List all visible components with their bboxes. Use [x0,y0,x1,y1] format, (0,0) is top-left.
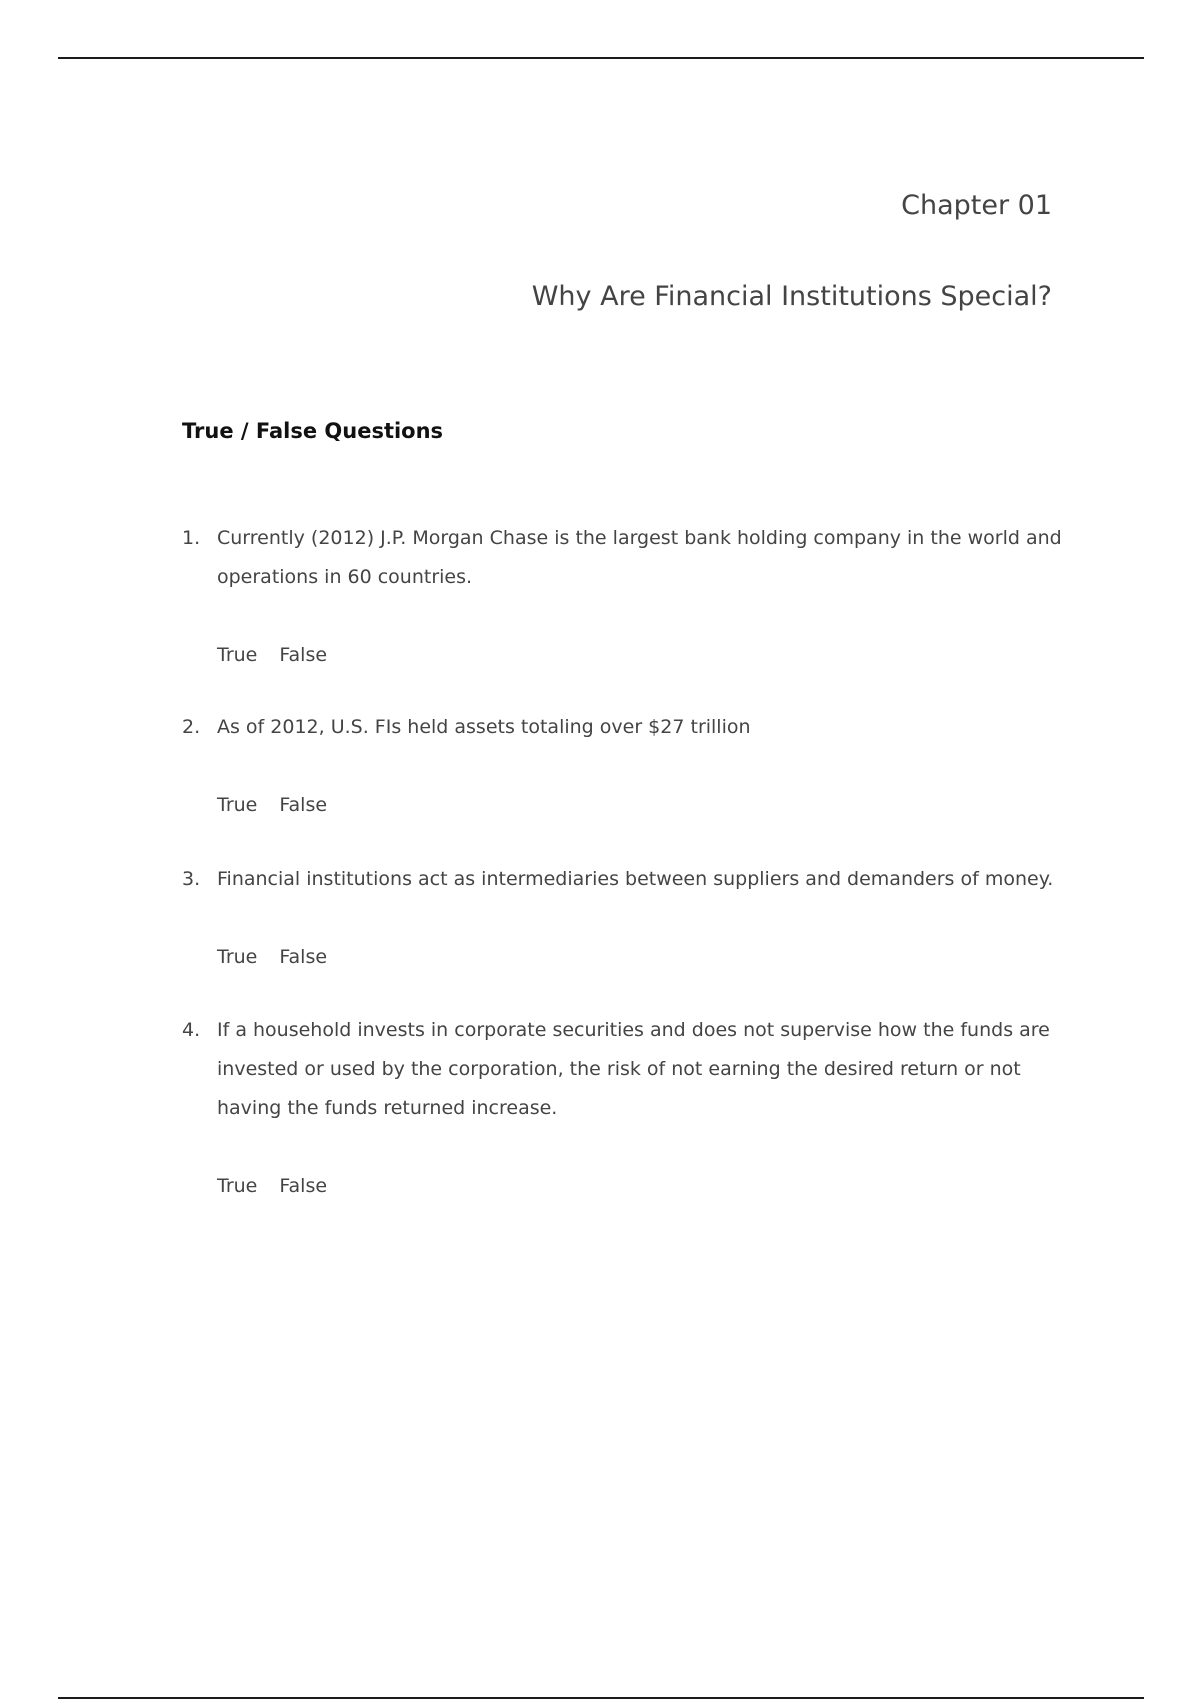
question-2 [182,708,1062,825]
question-number: 2. [182,716,201,738]
question-number: 1. [182,527,201,549]
answer-options [182,938,1062,977]
section-heading: True / False Questions [182,419,444,443]
answer-options [182,786,1062,825]
option-true[interactable]: True [217,644,258,666]
bottom-rule [58,1697,1144,1699]
question-text: Currently (2012) J.P. Morgan Chase is the largest bank holding company in the world and operations in 60 countries. [217,527,1062,588]
chapter-label: Chapter 01 [901,190,1052,221]
question-3 [182,860,1062,977]
page-title: Why Are Financial Institutions Special? [531,281,1052,312]
question-text: Financial institutions act as intermediaries between suppliers and demanders of money. [217,868,1054,890]
question-body [182,860,1062,899]
question-body [182,519,1062,597]
question-1 [182,519,1062,675]
answer-options [182,636,1062,675]
answer-options [182,1167,1062,1206]
top-rule [58,57,1144,59]
option-false[interactable]: False [279,1175,328,1197]
option-true[interactable]: True [217,946,258,968]
option-true[interactable]: True [217,1175,258,1197]
question-4 [182,1011,1062,1206]
option-false[interactable]: False [279,946,328,968]
question-text: If a household invests in corporate securities and does not supervise how the funds are invested or used by the corporation, the risk of not earning the desired return or not having the funds returned increase. [217,1019,1050,1119]
question-body [182,708,1062,747]
option-true[interactable]: True [217,794,258,816]
question-body [182,1011,1062,1128]
option-false[interactable]: False [279,644,328,666]
option-false[interactable]: False [279,794,328,816]
question-number: 3. [182,868,201,890]
question-number: 4. [182,1019,201,1041]
question-text: As of 2012, U.S. FIs held assets totaling over $27 trillion [217,716,751,738]
